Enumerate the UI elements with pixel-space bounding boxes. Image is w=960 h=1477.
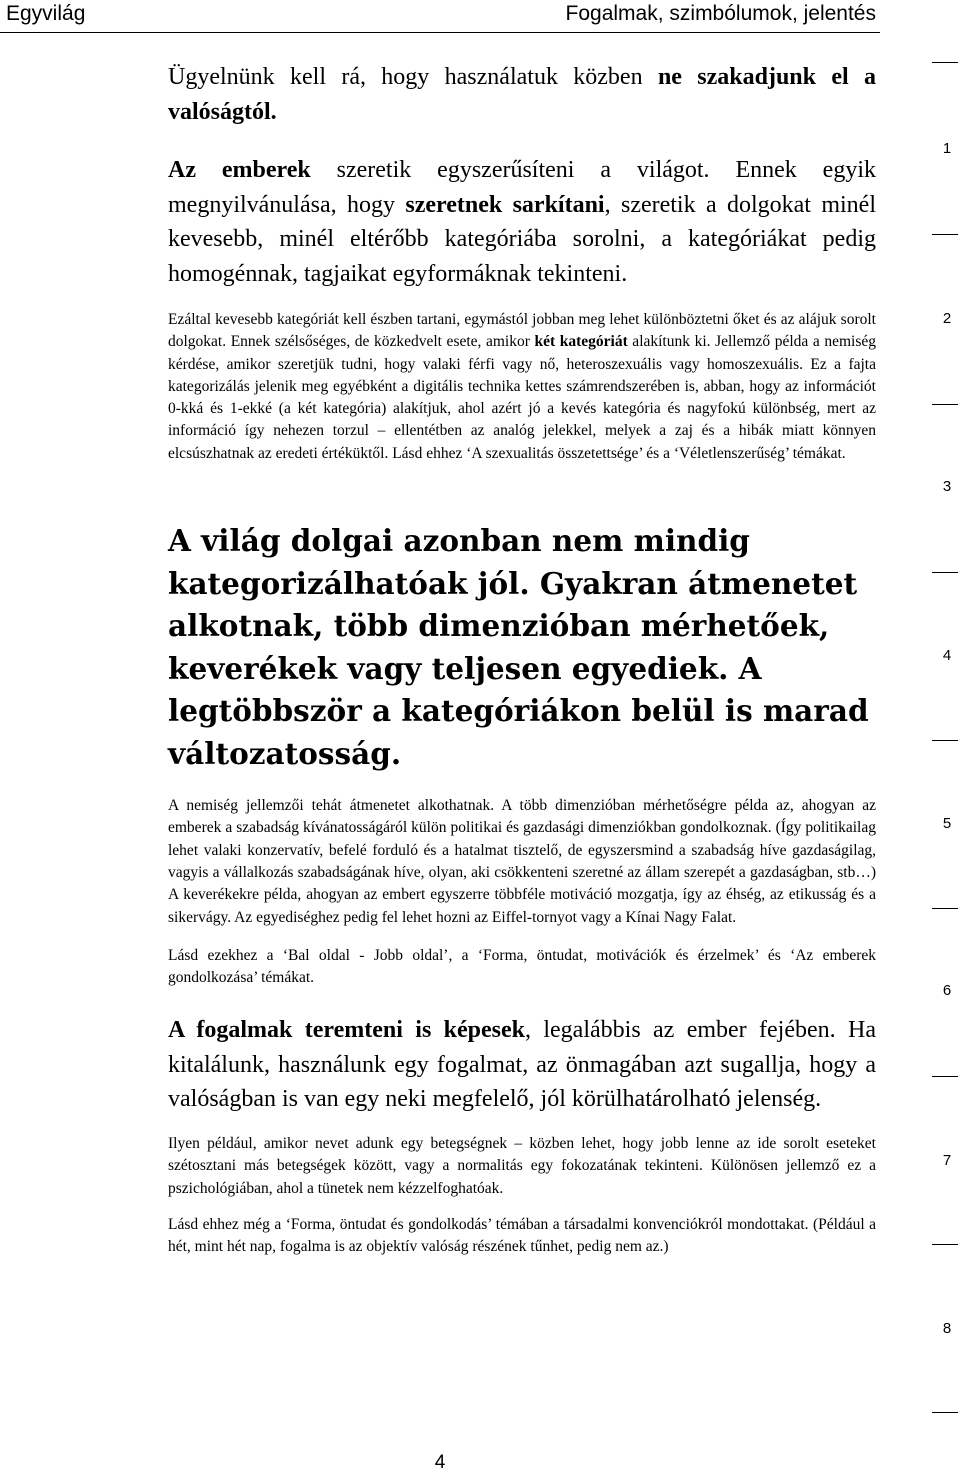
ruler-number-6: 6 (942, 982, 952, 999)
ruler-tick (932, 908, 958, 909)
paragraph-1 (168, 60, 876, 129)
paragraph-2-text-1: szeretik egyszerűsíteni a világot. Ennek egyik megnyilvánulása, hogy (168, 157, 876, 218)
paragraph-6 (168, 945, 876, 990)
highlight-heading-text: A világ dolgai azonban nem mindig kategorizálhatóak jól. Gyakran átmenetet alkotnak, több dimenzióban mérhetőek, keverékek vagy teljesen egyediek. A legtöbbször a kategóriákon belül is marad változatosság. (168, 523, 869, 771)
ruler-number-8: 8 (942, 1320, 952, 1337)
paragraph-2-bold-1: Az emberek (168, 157, 311, 183)
paragraph-1-bold: ne szakadjunk el a valóságtól. (168, 64, 877, 125)
ruler-number-1: 1 (942, 140, 952, 157)
paragraph-7-text: , legalábbis az ember fejében. Ha kitalálunk, használunk egy fogalmat, az önmagában azt sugallja, hogy a valóságban is van egy neki megfelelő, jól körülhatárolható jelenség. (168, 1017, 877, 1113)
paragraph-3-text-2: alakítunk ki. Jellemző példa a nemiség kérdése, amikor szeretjük tudni, hogy valaki férfi vagy nő, heteroszexuális vagy homoszexuális. Ez a fajta kategorizálás jelenik meg egyébként a digitális technika kettes számrendszerében is, abban, hogy az információt 0-kká és 1-ekké (a két kategória) alakítjuk, ahol azért jó a kevés kategória és nagyfokú különbség, mert az információ így nehezen torzul – ellentétben az analóg jelekkel, melyek a zaj és a hibák miatt könnyen elcsúszhatnak az eredeti értéküktől. Lásd ehhez ‘A szexualitás összetettsége’ és a ‘Véletlenszerűség’ témákat. (168, 333, 876, 462)
paragraph-3-bold: két kategóriát (534, 333, 628, 351)
highlight-heading (168, 520, 876, 775)
paragraph-7-bold: A fogalmak teremteni is képesek (168, 1017, 525, 1044)
ruler-tick (932, 740, 958, 741)
paragraph-9 (168, 1214, 876, 1259)
ruler-tick (932, 1244, 958, 1245)
header-right-title: Fogalmak, szimbólumok, jelentés (565, 2, 876, 25)
paragraph-5-text: A nemiség jellemzői tehát átmenetet alkothatnak. A több dimenzióban mérhetőségre példa az, ahogyan az emberek a szabadság kívánatosságáról külön politikai és gazdasági dimenziókban gondolkoznak. (Így politikailag lehet valaki konzervatív, befelé forduló és a hatalmat tisztelő, de egyszersmind a szabadság híve gazdaságilag, vagyis a vállalkozás szabadságának híve, olyan, aki csökkenteni szeretné az állam szerepét a gazdaságban, stb…) A keverékekre példa, ahogyan az embert egyszerre többféle motiváció mozgatja, így az éhség, az etikusság és a sikervágy. Az egyediséghez pedig fel lehet hozni az Eiffel-tornyot vagy a Kínai Nagy Falat. (168, 797, 876, 926)
paragraph-2-bold-2: szeretnek sarkítani (405, 191, 605, 218)
page-number: 4 (434, 1452, 446, 1473)
margin-ruler (930, 0, 960, 1477)
paragraph-3 (168, 309, 876, 465)
ruler-number-5: 5 (942, 815, 952, 832)
ruler-tick (932, 1412, 958, 1413)
ruler-tick (932, 404, 958, 405)
ruler-tick (932, 62, 958, 63)
ruler-tick (932, 1076, 958, 1077)
paragraph-1-text: Ügyelnünk kell rá, hogy használatuk közben (168, 64, 658, 90)
ruler-tick (932, 234, 958, 235)
paragraph-2 (168, 153, 876, 291)
ruler-tick (932, 572, 958, 573)
paragraph-8-text: Ilyen például, amikor nevet adunk egy betegségnek – közben lehet, hogy jobb lenne az ide sorolt eseteket szétosztani más betegségek között, vagy a normalitás egy fokozatának tekinteni. Különösen jellemző ez a pszichológiában, ahol a tünetek nem kézzelfoghatóak. (168, 1134, 876, 1197)
paragraph-9-text: Lásd ehhez még a ‘Forma, öntudat és gondolkodás’ témában a társadalmi konvenciókról mondottakat. (Például a hét, mint hét nap, fogalma is az objektív valóság részének tűnhet, pedig nem az.) (168, 1215, 876, 1256)
ruler-number-4: 4 (942, 647, 952, 664)
paragraph-2-text-2: , szeretik a dolgokat minél kevesebb, minél eltérőbb kategóriába sorolni, a kategóriákat pedig homogénnak, tagjaikat egyformáknak tekinteni. (168, 191, 877, 287)
paragraph-3-text-1: Ezáltal kevesebb kategóriát kell észben tartani, egymástól jobban meg lehet különböztetni őket és az alájuk sorolt dolgokat. Ennek szélsőséges, de közkedvelt esete, amikor (168, 311, 876, 351)
paragraph-8 (168, 1133, 876, 1200)
paragraph-5 (168, 795, 876, 929)
paragraph-7 (168, 1013, 876, 1117)
page-header (0, 0, 880, 33)
ruler-number-2: 2 (942, 310, 952, 327)
document-body (168, 60, 876, 1258)
ruler-number-3: 3 (942, 478, 952, 495)
paragraph-6-text: Lásd ezekhez a ‘Bal oldal - Jobb oldal’, a ‘Forma, öntudat, motivációk és érzelmek’ és ‘Az emberek gondolkozása’ témákat. (168, 946, 876, 987)
header-left-title: Egyvilág (6, 2, 86, 25)
ruler-number-7: 7 (942, 1152, 952, 1169)
